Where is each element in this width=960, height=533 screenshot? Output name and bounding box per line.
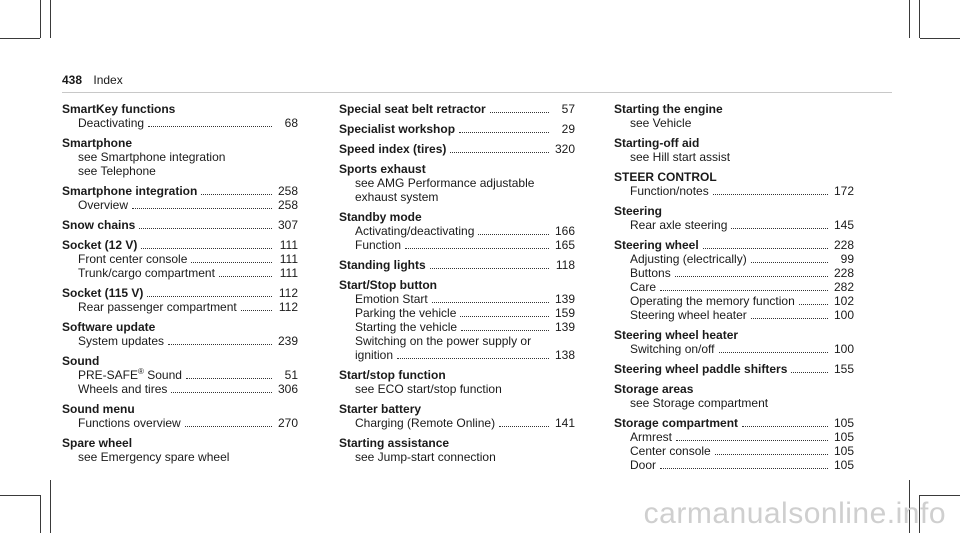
index-subentry (339, 292, 575, 306)
index-term-line (614, 328, 854, 342)
index-term: Storage compartment (614, 416, 739, 430)
subentry-text: Switching on/off (630, 342, 715, 356)
subentry-text: Buttons (630, 266, 671, 280)
subentry-text-wrap (630, 342, 715, 356)
index-term: Snow chains (62, 218, 136, 232)
crop-mark (920, 495, 960, 496)
subentry-text-wrap (78, 150, 225, 164)
index-term-line (339, 142, 575, 156)
page-reference[interactable]: 99 (840, 252, 854, 266)
subentry-text: Switching on the power supply or (355, 334, 532, 348)
page-reference[interactable]: 155 (833, 362, 854, 376)
page-reference[interactable]: 258 (277, 198, 298, 212)
subentry-text-wrap (355, 334, 531, 348)
index-term-line (614, 170, 854, 184)
index-term-line (614, 136, 854, 150)
dot-leader (703, 248, 828, 249)
index-subentry (614, 396, 854, 410)
page-reference[interactable]: 172 (833, 184, 854, 198)
index-entry (339, 258, 575, 272)
subentry-text-wrap (78, 164, 156, 178)
page-reference[interactable]: 105 (833, 430, 854, 444)
subentry-text: Center console (630, 444, 711, 458)
page-reference[interactable]: 239 (277, 334, 298, 348)
index-subentry (614, 184, 854, 198)
dot-leader (430, 268, 549, 269)
subentry-text-wrap (630, 458, 656, 472)
index-subentry (614, 342, 854, 356)
index-term-line (339, 102, 575, 116)
dot-leader (742, 426, 828, 427)
index-subentry (614, 294, 854, 308)
index-term-line (62, 436, 298, 450)
subentry-text: Armrest (630, 430, 672, 444)
index-subentry (62, 252, 298, 266)
subentry-text: see ECO start/stop function (355, 382, 502, 396)
index-column (614, 102, 854, 478)
subentry-text-wrap (630, 396, 768, 410)
index-entry (614, 416, 854, 472)
subentry-text-wrap (355, 238, 401, 252)
subentry-text: Operating the memory function (630, 294, 795, 308)
dot-leader (461, 330, 549, 331)
index-term-line (62, 402, 298, 416)
index-column (339, 102, 575, 470)
subentry-text: Adjusting (electrically) (630, 252, 747, 266)
index-entry (62, 320, 298, 348)
crop-mark (50, 0, 51, 38)
subentry-text: ignition (355, 348, 394, 362)
index-term-line (62, 218, 298, 232)
dot-leader (791, 372, 828, 373)
index-term: Socket (12 V) (62, 238, 138, 252)
page-reference[interactable]: 138 (554, 348, 575, 362)
index-term-line (614, 238, 854, 252)
crop-mark (919, 0, 920, 38)
index-entry (339, 278, 575, 362)
subentry-text-wrap (78, 198, 128, 212)
index-entry (62, 238, 298, 280)
page-reference[interactable]: 111 (279, 252, 298, 266)
subentry-text-wrap (355, 320, 457, 334)
index-term-line (614, 382, 854, 396)
index-subentry (614, 458, 854, 472)
subentry-text-wrap (355, 306, 456, 320)
index-subentry (339, 382, 575, 396)
dot-leader (459, 132, 549, 133)
page-reference[interactable]: 320 (554, 142, 575, 156)
index-subentry (62, 450, 298, 464)
dot-leader (132, 208, 272, 209)
index-subentry (614, 280, 854, 294)
subentry-text-wrap (630, 294, 795, 308)
dot-leader (490, 112, 549, 113)
subentry-text-wrap (630, 252, 747, 266)
dot-leader (186, 378, 272, 379)
subentry-text-wrap (630, 444, 711, 458)
index-term: Speed index (tires) (339, 142, 447, 156)
index-term-line (62, 320, 298, 334)
index-subentry (62, 368, 298, 382)
dot-leader (139, 228, 272, 229)
index-entry (614, 102, 854, 130)
index-term-line (614, 362, 854, 376)
index-term-line (614, 102, 854, 116)
dot-leader (405, 248, 549, 249)
dot-leader (799, 304, 828, 305)
index-subentry (339, 334, 575, 348)
subentry-text-wrap (78, 116, 144, 130)
subentry-text-wrap (630, 184, 709, 198)
crop-mark (909, 0, 910, 38)
subentry-text-wrap (78, 450, 229, 464)
index-entry (339, 210, 575, 252)
index-column (62, 102, 298, 470)
page-reference[interactable]: 282 (833, 280, 854, 294)
dot-leader (719, 352, 829, 353)
subentry-text-wrap (355, 292, 428, 306)
index-entry (339, 436, 575, 464)
index-subentry (339, 224, 575, 238)
page-reference[interactable]: 112 (278, 286, 298, 300)
crop-mark (40, 0, 41, 38)
page-reference[interactable]: 258 (277, 184, 298, 198)
subentry-text-wrap (78, 334, 164, 348)
subentry-text: see Vehicle (630, 116, 692, 130)
subentry-text: see Jump-start connection (355, 450, 496, 464)
subentry-text: Charging (Remote Online) (355, 416, 496, 430)
subentry-text: Parking the vehicle (355, 306, 457, 320)
dot-leader (191, 262, 272, 263)
subentry-text: Function (355, 238, 402, 252)
index-term-line (62, 184, 298, 198)
page-reference[interactable]: 118 (555, 258, 575, 272)
page-reference[interactable]: 100 (833, 308, 854, 322)
watermark: carmanualsonline.info (643, 497, 946, 530)
subentry-text: Steering wheel heater (630, 308, 747, 322)
page-reference[interactable]: 68 (284, 116, 298, 130)
dot-leader (731, 228, 828, 229)
index-term: Starter battery (339, 402, 422, 416)
index-entry (339, 402, 575, 430)
subentry-text-suffix: Sound (143, 368, 182, 382)
subentry-text: see Emergency spare wheel (78, 450, 230, 464)
index-term: Steering wheel heater (614, 328, 739, 342)
index-subentry (339, 416, 575, 430)
dot-leader (171, 392, 272, 393)
page-reference[interactable]: 165 (554, 238, 575, 252)
index-term: Starting-off aid (614, 136, 700, 150)
subentry-text: see Hill start assist (630, 150, 731, 164)
index-term: Starting assistance (339, 436, 450, 450)
index-term-line (339, 436, 575, 450)
index-subentry (339, 176, 575, 190)
index-term: Smartphone integration (62, 184, 198, 198)
index-term: Steering (614, 204, 663, 218)
crop-mark (50, 480, 51, 533)
crop-mark (920, 38, 960, 39)
index-subentry (614, 444, 854, 458)
index-subentry (62, 116, 298, 130)
index-term: Sound (62, 354, 100, 368)
page-reference[interactable]: 105 (833, 444, 854, 458)
dot-leader (460, 316, 549, 317)
index-term: SmartKey functions (62, 102, 176, 116)
page-reference[interactable]: 102 (833, 294, 854, 308)
subentry-text: see Smartphone integration (78, 150, 226, 164)
subentry-text: Functions overview (78, 416, 181, 430)
index-term-line (339, 162, 575, 176)
index-subentry (339, 238, 575, 252)
dot-leader (478, 234, 549, 235)
index-subentry (62, 150, 298, 164)
index-entry (339, 162, 575, 204)
index-term: Special seat belt retractor (339, 102, 486, 116)
subentry-text-wrap (355, 176, 534, 190)
index-entry (614, 170, 854, 198)
subentry-text: see Storage compartment (630, 396, 769, 410)
index-entry (614, 382, 854, 410)
page-number: 438 (62, 73, 83, 87)
page-reference[interactable]: 29 (561, 122, 575, 136)
index-term-line (62, 102, 298, 116)
index-term: Specialist workshop (339, 122, 456, 136)
index-entry (339, 102, 575, 116)
subentry-text: Door (630, 458, 657, 472)
subentry-text-wrap (78, 382, 167, 396)
dot-leader (185, 426, 272, 427)
index-term: Standing lights (339, 258, 426, 272)
index-term: Start/stop function (339, 368, 446, 382)
subentry-text: Emotion Start (355, 292, 428, 306)
index-subentry (614, 308, 854, 322)
subentry-text-wrap (630, 150, 730, 164)
dot-leader (713, 194, 828, 195)
index-term-line (62, 286, 298, 300)
subentry-text: Rear passenger compartment (78, 300, 237, 314)
page-reference[interactable]: 228 (833, 266, 854, 280)
subentry-text: Rear axle steering (630, 218, 728, 232)
page-reference[interactable]: 112 (278, 300, 298, 314)
subentry-text: Function/notes (630, 184, 709, 198)
subentry-text: Starting the vehicle (355, 320, 458, 334)
index-entry (62, 354, 298, 396)
subentry-text-wrap (355, 224, 474, 238)
dot-leader (168, 344, 272, 345)
subentry-text: Front center console (78, 252, 188, 266)
index-entry (62, 102, 298, 130)
index-term-line (339, 402, 575, 416)
subentry-text-wrap (630, 308, 747, 322)
subentry-text-wrap (355, 190, 438, 204)
page-reference[interactable]: 111 (279, 238, 298, 252)
dot-leader (147, 296, 272, 297)
index-subentry (339, 450, 575, 464)
index-subentry (339, 190, 575, 204)
index-subentry (614, 252, 854, 266)
page-reference[interactable]: 307 (277, 218, 298, 232)
subentry-text: Deactivating (78, 116, 145, 130)
index-entry (614, 136, 854, 164)
index-term-line (62, 354, 298, 368)
subentry-text: see AMG Performance adjustable (355, 176, 535, 190)
crop-mark (0, 38, 40, 39)
page-reference[interactable]: 159 (554, 306, 575, 320)
subentry-text-wrap (630, 116, 691, 130)
dot-leader (499, 426, 549, 427)
dot-leader (715, 454, 828, 455)
index-term-line (339, 278, 575, 292)
page-reference[interactable]: 166 (554, 224, 575, 238)
subentry-text-wrap (630, 280, 656, 294)
page-reference[interactable]: 105 (833, 416, 854, 430)
index-entry (62, 184, 298, 212)
index-subentry (339, 320, 575, 334)
page-reference[interactable]: 145 (833, 218, 854, 232)
page-reference[interactable]: 57 (561, 102, 575, 116)
subentry-text: Trunk/cargo compartment (78, 266, 215, 280)
index-subentry (62, 416, 298, 430)
index-term: Start/Stop button (339, 278, 437, 292)
index-entry (614, 328, 854, 356)
index-term: Standby mode (339, 210, 422, 224)
index-term-line (339, 258, 575, 272)
dot-leader (148, 126, 272, 127)
index-term-line (62, 136, 298, 150)
index-term: Storage areas (614, 382, 694, 396)
index-entry (614, 204, 854, 232)
index-entry (62, 218, 298, 232)
dot-leader (660, 290, 828, 291)
page-reference[interactable]: 51 (284, 368, 298, 382)
header-divider (62, 92, 892, 93)
subentry-text-wrap (355, 348, 393, 362)
index-term: Starting the engine (614, 102, 723, 116)
subentry-text: Care (630, 280, 657, 294)
index-entry (339, 368, 575, 396)
dot-leader (201, 194, 272, 195)
dot-leader (219, 276, 272, 277)
dot-leader (432, 302, 549, 303)
index-subentry (614, 430, 854, 444)
index-subentry (62, 266, 298, 280)
index-term: Steering wheel paddle shifters (614, 362, 788, 376)
index-entry (614, 362, 854, 376)
page-reference[interactable]: 100 (833, 342, 854, 356)
index-subentry (62, 300, 298, 314)
index-entry (62, 286, 298, 314)
dot-leader (660, 468, 828, 469)
page-reference[interactable]: 141 (554, 416, 575, 430)
index-entry (62, 402, 298, 430)
index-entry (339, 142, 575, 156)
index-term-line (62, 238, 298, 252)
index-subentry (614, 116, 854, 130)
crop-mark (0, 495, 40, 496)
page-header (62, 73, 123, 87)
registered-mark: ® (138, 367, 144, 376)
subentry-text-wrap (78, 266, 215, 280)
index-entry (614, 238, 854, 322)
index-subentry (614, 218, 854, 232)
index-subentry (339, 306, 575, 320)
index-term: Spare wheel (62, 436, 133, 450)
index-subentry (62, 164, 298, 178)
subentry-text-wrap (630, 430, 672, 444)
page-reference[interactable]: 139 (554, 320, 575, 334)
dot-leader (141, 248, 272, 249)
index-term-line (339, 210, 575, 224)
dot-leader (751, 318, 828, 319)
page-reference[interactable]: 111 (279, 266, 298, 280)
subentry-text: Wheels and tires (78, 382, 168, 396)
index-subentry (62, 382, 298, 396)
subentry-text-wrap (355, 416, 495, 430)
index-term: Sound menu (62, 402, 135, 416)
subentry-text-wrap (355, 382, 502, 396)
index-subentry (614, 150, 854, 164)
page-reference[interactable]: 270 (277, 416, 298, 430)
subentry-text-wrap (78, 416, 181, 430)
index-term-line (339, 122, 575, 136)
index-term: STEER CONTROL (614, 170, 717, 184)
subentry-text: System updates (78, 334, 165, 348)
page-reference[interactable]: 105 (833, 458, 854, 472)
page-reference[interactable]: 228 (833, 238, 854, 252)
index-subentry (62, 198, 298, 212)
subentry-text-wrap (78, 368, 182, 382)
dot-leader (676, 440, 828, 441)
index-term-line (614, 204, 854, 218)
subentry-text: PRE-SAFE (78, 368, 139, 382)
subentry-text-wrap (355, 450, 496, 464)
subentry-text: Activating/deactivating (355, 224, 475, 238)
dot-leader (397, 358, 549, 359)
index-subentry (614, 266, 854, 280)
index-term-line (614, 416, 854, 430)
crop-mark (40, 495, 41, 533)
index-entry (62, 436, 298, 464)
subentry-text: Overview (78, 198, 129, 212)
dot-leader (751, 262, 828, 263)
index-term: Smartphone (62, 136, 133, 150)
page-title: Index (93, 73, 123, 87)
subentry-text-wrap (630, 218, 727, 232)
index-term: Sports exhaust (339, 162, 426, 176)
page-reference[interactable]: 139 (554, 292, 575, 306)
subentry-text: exhaust system (355, 190, 439, 204)
page-reference[interactable]: 306 (277, 382, 298, 396)
subentry-text: see Telephone (78, 164, 156, 178)
dot-leader (241, 310, 272, 311)
subentry-text-wrap (78, 252, 187, 266)
index-term: Software update (62, 320, 156, 334)
index-subentry (62, 334, 298, 348)
index-subentry (339, 348, 575, 362)
index-term: Socket (115 V) (62, 286, 144, 300)
subentry-text-wrap (78, 300, 237, 314)
dot-leader (675, 276, 828, 277)
dot-leader (450, 152, 549, 153)
subentry-text-wrap (630, 266, 671, 280)
index-term: Steering wheel (614, 238, 699, 252)
index-term-line (339, 368, 575, 382)
index-entry (339, 122, 575, 136)
index-entry (62, 136, 298, 178)
